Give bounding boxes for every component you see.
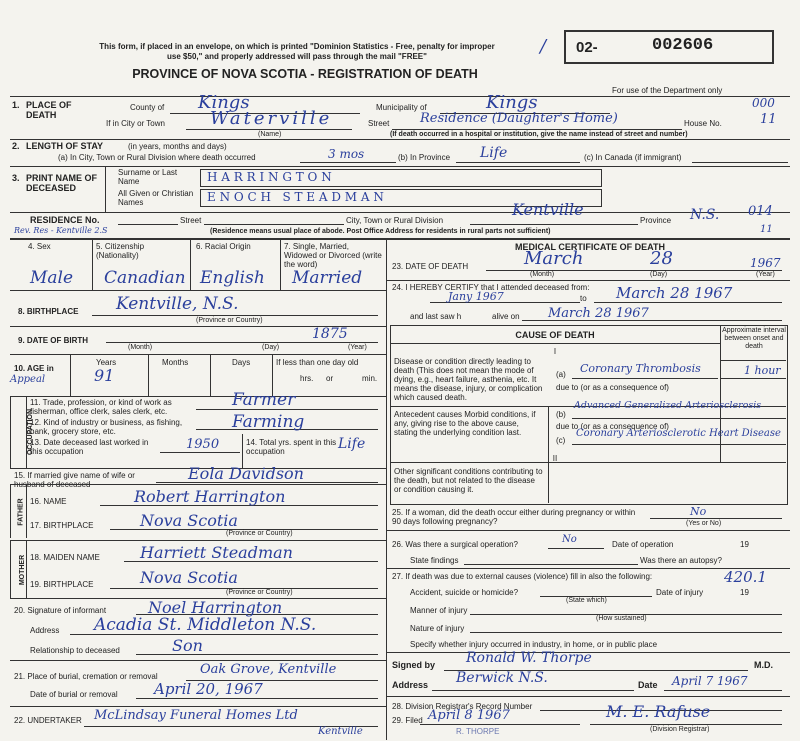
accident-label: Accident, suicide or homicide? (410, 588, 519, 597)
record-number-label: 28. Division Registrar's Record Number (392, 702, 533, 711)
nature-label: Nature of injury (410, 624, 465, 633)
md-label: M.D. (754, 660, 773, 670)
cause-c-value: Coronary Arteriosclerotic Heart Disease (576, 428, 781, 439)
city-value: Waterville (210, 108, 333, 129)
external-causes-label: 27. If death was due to external causes (violence) fill in also the following: (392, 572, 653, 581)
corner-mark: / (540, 36, 547, 57)
street-label: Street (368, 119, 390, 128)
injury-date-label: Date of injury (656, 588, 704, 597)
last-saw-date: March 28 1967 (548, 306, 649, 321)
father-name-value: Robert Harrington (134, 487, 286, 506)
cause-c-label: (c) (556, 436, 566, 445)
pregnancy-label: 25. If a woman, did the death occur either during pregnancy or within 90 days following pregnancy? (392, 508, 636, 526)
to-label: to (580, 294, 587, 303)
min-label: min. (362, 374, 378, 383)
hrs-label: hrs. (300, 374, 314, 383)
due-to-a-label: due to (or as a consequence of) (556, 383, 669, 392)
surgery-label: 26. Was there a surgical operation? (392, 540, 518, 549)
date-of-death-day: 28 (650, 248, 673, 269)
length-of-stay-label: LENGTH OF STAY (26, 141, 104, 151)
external-code: 420.1 (724, 568, 767, 586)
undertaker-label: 22. UNDERTAKER (14, 716, 82, 725)
residence-note: (Residence means usual place of abode. Post Office Address for residents in rural parts not sufficient) (210, 228, 551, 235)
part-one-label: I (553, 347, 557, 356)
registration-prefix: 02- (576, 39, 598, 56)
dob-year-hint: (Year) (348, 344, 367, 351)
given-names-label: All Given or Christian Names (118, 189, 194, 207)
burial-date-label: Date of burial or removal (30, 690, 118, 699)
registrar-signature: M. E. Rafuse (606, 702, 711, 721)
physician-stamp: R. THORPE (456, 727, 500, 736)
pregnancy-value: No (690, 505, 707, 518)
surgery-date-label: Date of operation (612, 540, 674, 549)
informant-label: 20. Signature of informant (14, 606, 107, 615)
manner-label: Manner of injury (410, 606, 468, 615)
date-of-death-month: March (524, 248, 584, 269)
dod-year-hint: (Year) (756, 271, 775, 278)
length-of-stay-num: 2. (12, 141, 20, 151)
autopsy-label: Was there an autopsy? (640, 556, 722, 565)
sex-value: Male (30, 268, 74, 288)
filed-date: April 8 1967 (428, 708, 510, 723)
residence-code: 014 (748, 204, 773, 219)
mother-birthplace-value: Nova Scotia (140, 568, 238, 587)
citizenship-label: 5. Citizenship (Nationality) (96, 242, 145, 260)
alive-on-label: alive on (492, 312, 520, 321)
interval-label: Approximate interval between onset and death (722, 327, 786, 350)
residence-side-note: Rev. Res - Kentville 2.S (14, 226, 108, 235)
mother-side-label: MOTHER (19, 554, 27, 586)
father-birthplace-hint: (Province or Country) (226, 530, 293, 537)
residence-city-label: City, Town or Rural Division (346, 216, 444, 225)
last-saw-label: and last saw h (410, 312, 462, 321)
cause-a-value: Coronary Thrombosis (580, 362, 701, 375)
cause-a-label: (a) (556, 370, 566, 379)
relationship-label: Relationship to deceased (30, 646, 120, 655)
place-of-death-num: 1. (12, 100, 20, 110)
county-value: Kings (198, 92, 250, 113)
signature-date: April 7 1967 (672, 674, 748, 688)
racial-origin-value: English (200, 268, 265, 288)
dob-month-hint: (Month) (128, 344, 153, 351)
signature-date-label: Date (638, 680, 658, 690)
name-hint: (Name) (258, 131, 282, 138)
trade-label: 11. Trade, profession, or kind of work as fisherman, office clerk, sales clerk, etc. (30, 398, 172, 416)
age-years-value: 91 (94, 366, 115, 385)
surgery-value: No (562, 534, 577, 545)
last-worked-value: 1950 (186, 437, 220, 452)
deceased-label: PRINT NAME OF DECEASED (26, 173, 97, 193)
spouse-label: 15. If married give name of wife or husband of deceased (14, 471, 135, 489)
given-names-value: E N O C H S T E A D M A N (207, 190, 384, 204)
deceased-num: 3. (12, 173, 20, 183)
father-name-label: 16. NAME (30, 497, 67, 506)
mother-name-label: 18. MAIDEN NAME (30, 553, 100, 562)
cause-b-label: (b) (556, 410, 566, 419)
birthplace-label: 8. BIRTHPLACE (18, 307, 79, 316)
informant-address-label: Address (30, 626, 60, 635)
surgery-year-prefix: 19 (740, 540, 749, 549)
stay-canada-label: (c) In Canada (if immigrant) (584, 153, 682, 162)
less-than-day-label: If less than one day old (276, 358, 359, 367)
residence-province-value: N.S. (690, 207, 720, 223)
informant-name: Noel Harrington (148, 598, 283, 617)
stay-city-value: 3 mos (328, 147, 365, 161)
dod-day-hint: (Day) (650, 271, 668, 278)
marital-status-label: 7. Single, Married, Widowed or Divorced (write the word) (284, 242, 382, 269)
residence-province-label: Province (640, 216, 672, 225)
residence-city-value: Kentville (512, 200, 584, 219)
house-value: 11 (760, 112, 777, 127)
total-years-label: 14. Total yrs. spent in this occupation (246, 438, 337, 456)
municipality-value: Kings (486, 92, 538, 113)
undertaker-name: McLindsay Funeral Homes Ltd (94, 708, 298, 723)
physician-address: Berwick N.S. (456, 670, 548, 686)
mail-notice-line-2: use $50," and properly addressed will pass through the mail "FREE" (167, 52, 427, 61)
medical-certificate-title: MEDICAL CERTIFICATE OF DEATH (515, 242, 665, 252)
place-code: 000 (752, 96, 775, 110)
length-of-stay-units: (in years, months and days) (128, 142, 227, 151)
burial-date-value: April 20, 1967 (154, 680, 263, 698)
certify-label: 24. I HEREBY CERTIFY that I attended deceased from: (392, 283, 590, 292)
dod-month-hint: (Month) (530, 271, 555, 278)
attended-to: March 28 1967 (616, 284, 733, 302)
date-of-death-year: 1967 (750, 256, 781, 270)
trade-value: Farmer (232, 390, 296, 410)
last-worked-label: 13. Date deceased last worked in this occupation (30, 438, 149, 456)
spouse-value: Eola Davidson (188, 464, 304, 483)
filed-label: 29. Filed (392, 716, 423, 725)
relationship-value: Son (172, 636, 203, 655)
age-years-label: Years (96, 358, 117, 367)
county-label: County of (130, 103, 165, 112)
signed-by-label: Signed by (392, 660, 436, 670)
surname-label: Surname or Last Name (118, 168, 178, 186)
marital-status-value: Married (292, 268, 363, 288)
antecedent-label: Antecedent causes Morbid conditions, if any, giving rise to the above cause, stating the underlying condition last. (394, 410, 536, 437)
cause-of-death-title: CAUSE OF DEATH (515, 330, 595, 340)
surname-value: H A R R I N G T O N (207, 170, 332, 184)
yes-no-hint: (Yes or No) (686, 520, 722, 527)
birthplace-value: Kentville, N.S. (116, 294, 239, 314)
attended-from: Jany 1967 (448, 290, 504, 303)
sex-label: 4. Sex (28, 242, 51, 251)
industry-label: 12. Kind of industry or business, as fishing, bank, grocery store, etc. (30, 418, 183, 436)
street-value: Residence (Daughter's Home) (420, 111, 618, 126)
residence-street-label: Street (180, 216, 202, 225)
stay-province-label: (b) In Province (398, 153, 451, 162)
or-label: or (326, 374, 334, 383)
burial-place-value: Oak Grove, Kentville (200, 662, 337, 677)
birthplace-hint: (Province or Country) (196, 317, 263, 324)
how-sustained-hint: (How sustained) (596, 615, 647, 622)
residence-mark: 11 (760, 224, 773, 235)
mother-birthplace-label: 19. BIRTHPLACE (30, 580, 94, 589)
occupation-side-label: OCCUPATION (27, 408, 35, 456)
age-note: Appeal (10, 374, 46, 385)
father-birthplace-value: Nova Scotia (140, 511, 238, 530)
physician-address-label: Address (392, 680, 429, 690)
mail-notice-line-1: This form, if placed in an envelope, on which is printed "Dominion Statistics - Free, penalty for improper (99, 42, 495, 51)
age-days-label: Days (232, 358, 251, 367)
total-years-value: Life (338, 436, 366, 452)
age-months-label: Months (162, 358, 189, 367)
mother-name-value: Harriett Steadman (140, 543, 293, 562)
stay-city-label: (a) In City, Town or Rural Division where death occurred (58, 153, 256, 162)
mother-birthplace-hint: (Province or Country) (226, 589, 293, 596)
stay-province-value: Life (480, 145, 508, 161)
cause-b-value: Advanced Generalized Arteriosclerosis (574, 400, 762, 411)
hospital-note: (If death occurred in a hospital or institution, give the name instead of street and number) (390, 131, 688, 138)
residence-label: RESIDENCE No. (30, 215, 100, 225)
surname-box (200, 169, 602, 187)
place-of-death-label: PLACE OF DEATH (26, 100, 72, 120)
age-label: 10. AGE in (14, 364, 54, 373)
date-of-death-label: 23. DATE OF DEATH (392, 262, 469, 271)
state-which-hint: (State which) (566, 597, 607, 604)
dob-label: 9. DATE OF BIRTH (18, 336, 89, 345)
house-label: House No. (684, 119, 722, 128)
form-title: PROVINCE OF NOVA SCOTIA - REGISTRATION OF DEATH (132, 67, 478, 81)
registration-number-box (564, 30, 774, 64)
racial-origin-label: 6. Racial Origin (196, 242, 251, 251)
interval-a-value: 1 hour (744, 364, 781, 377)
father-side-label: FATHER (17, 498, 25, 526)
registration-number: 002606 (652, 36, 714, 55)
department-use-label: For use of the Department only (612, 86, 723, 95)
dob-year: 1875 (312, 326, 348, 342)
city-label: If in City or Town (106, 119, 165, 128)
registrar-hint: (Division Registrar) (650, 726, 710, 733)
due-to-b-label: due to (or as a consequence of) (556, 422, 669, 431)
citizenship-value: Canadian (104, 268, 186, 288)
injury-year-prefix: 19 (740, 588, 749, 597)
other-conditions-label: Other significant conditions contributing to the death, but not related to the disease or condition causing it. (394, 467, 543, 494)
municipality-label: Municipality of (376, 103, 427, 112)
dob-day-hint: (Day) (262, 344, 280, 351)
disease-label: Disease or condition directly leading to death (This does not mean the mode of dying, e.g., heart failure, asthenia, etc. It means the disease, injury, or complication which caused death. (394, 357, 543, 402)
informant-address: Acadia St. Middleton N.S. (94, 615, 317, 635)
industry-value: Farming (232, 412, 305, 432)
part-two-label: II (552, 454, 558, 463)
specify-label: Specify whether injury occurred in industry, in home, or in public place (410, 640, 658, 649)
state-findings-label: State findings (410, 556, 459, 565)
father-birthplace-label: 17. BIRTHPLACE (30, 521, 94, 530)
burial-place-label: 21. Place of burial, cremation or removal (14, 672, 158, 681)
physician-signature: Ronald W. Thorpe (466, 650, 592, 666)
undertaker-city: Kentville (318, 726, 363, 737)
